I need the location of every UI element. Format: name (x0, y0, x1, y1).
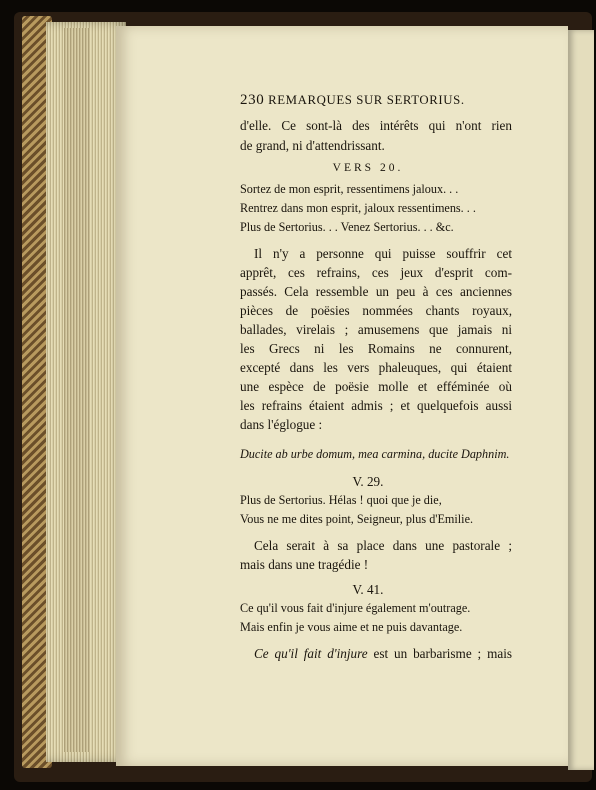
text-line: Cela serait à sa place dans une pastorale ; (254, 538, 512, 553)
text-line (254, 646, 512, 662)
page-number: 230 (240, 92, 265, 108)
verse-line: Plus de Sertorius. Hélas ! quoi que je die, (240, 493, 442, 507)
verse-line: Sortez de mon esprit, ressentimens jaloux. . . (240, 182, 459, 196)
facing-page-edge (568, 30, 594, 770)
text-fragment: est un barbarisme ; mais (373, 646, 512, 661)
section-heading: VERS 20. (332, 162, 404, 174)
text-line: Il n'y a personne qui puisse souffrir cet (254, 246, 512, 261)
section-heading: V. 29. (352, 474, 384, 489)
text-line: ballades, virelais ; amusemens que jamais ni (240, 322, 512, 337)
text-line: apprêt, ces refrains, ces jeux d'esprit com- (240, 265, 512, 280)
running-head (240, 92, 465, 109)
verse-line: Rentrez dans mon esprit, jaloux ressentimens. . . (240, 201, 476, 215)
text-line: d'elle. Ce sont-là des intérêts qui n'ont rien (240, 118, 512, 133)
page-edge-shading (64, 28, 90, 752)
text-line: les refrains étaient admis ; et quelquefois aussi (240, 398, 512, 413)
text-line: une espèce de poësie molle et efféminée où (240, 379, 512, 394)
italic-phrase: Ce qu'il fait d'injure (254, 646, 368, 661)
verse-line: Plus de Sertorius. . . Venez Sertorius. . . &c. (240, 220, 454, 234)
text-line: pièces de poësies nommées chants royaux, (240, 303, 512, 318)
text-line: passés. Cela ressemble un peu à ces anciennes (240, 284, 512, 299)
verse-line: Mais enfin je vous aime et ne puis davantage. (240, 620, 463, 634)
latin-quote: Ducite ab urbe domum, mea carmina, ducite Daphnim. (240, 447, 510, 461)
text-line: excepté dans les vers phaleuques, qui étaient (240, 360, 512, 375)
verse-line: Ce qu'il vous fait d'injure également m'outrage. (240, 601, 471, 615)
text-line: dans l'églogue : (240, 417, 323, 432)
running-title: REMARQUES SUR SERTORIUS. (268, 93, 465, 107)
text-line: mais dans une tragédie ! (240, 557, 369, 572)
text-line: de grand, ni d'attendrissant. (240, 138, 385, 153)
section-heading: V. 41. (352, 582, 384, 597)
text-line: les Grecs ni les Romains ne connurent, (240, 341, 512, 356)
verse-line: Vous ne me dites point, Seigneur, plus d'Emilie. (240, 512, 474, 526)
